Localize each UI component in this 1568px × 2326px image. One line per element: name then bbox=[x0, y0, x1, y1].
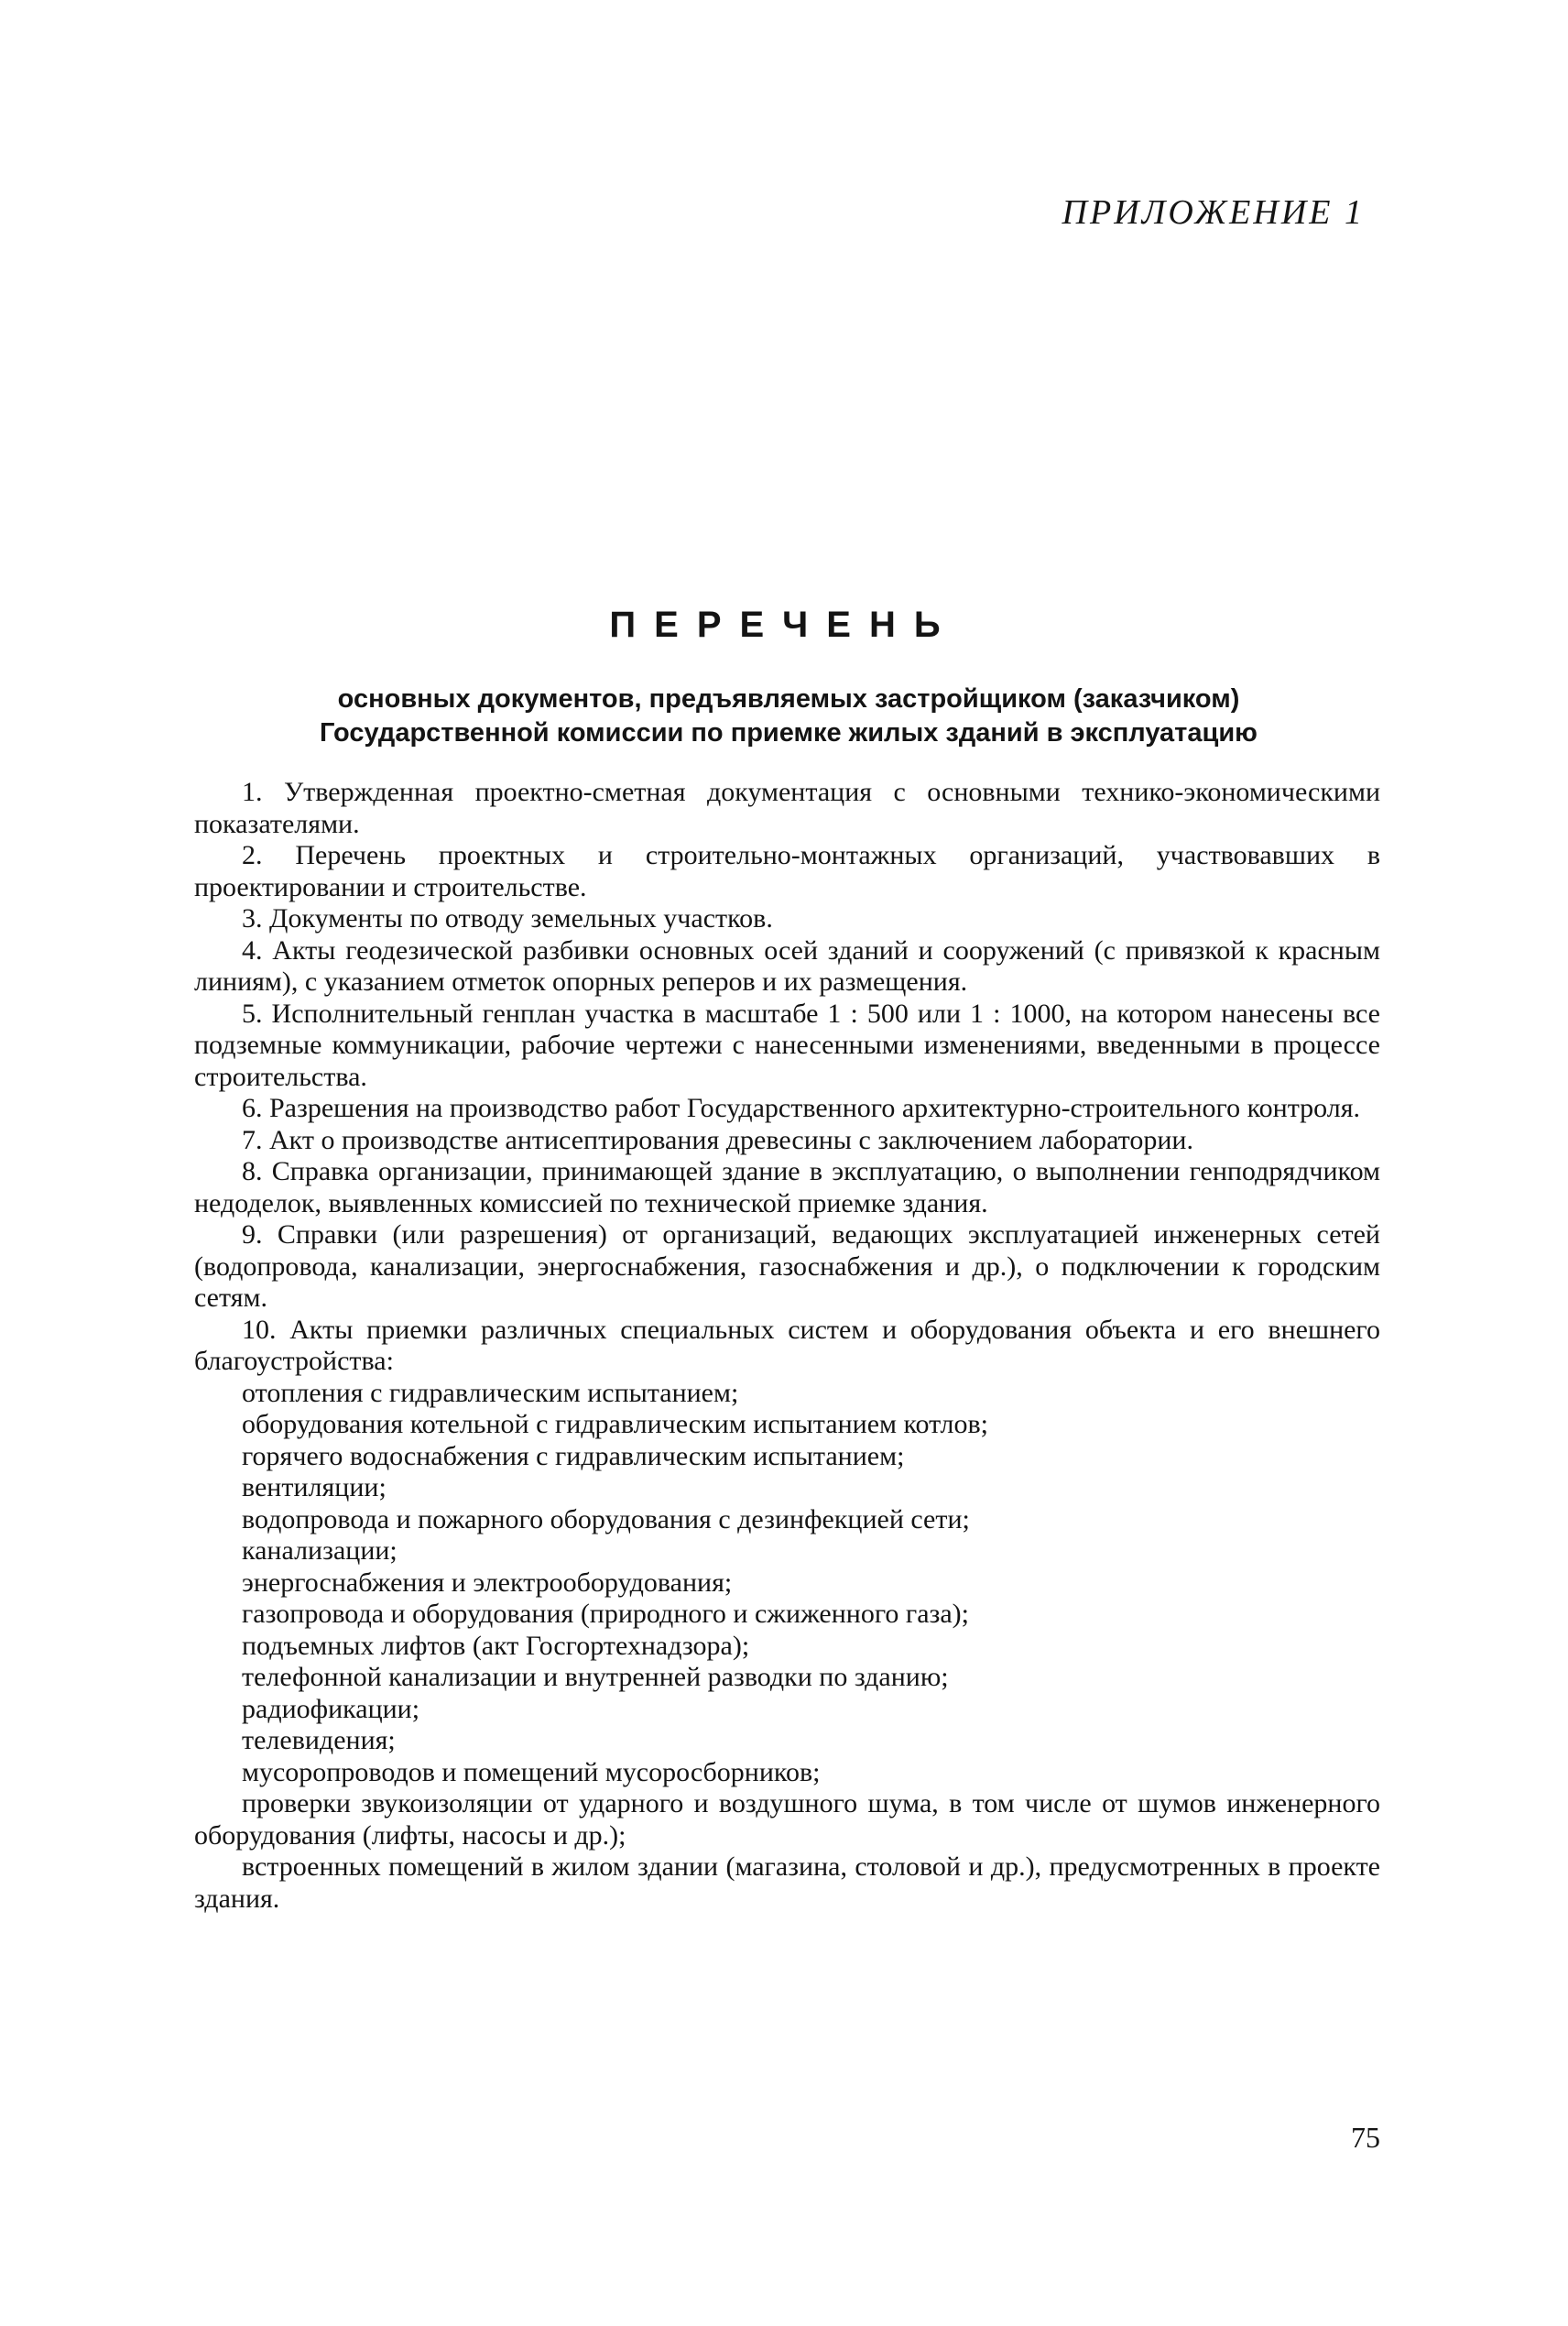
sub-item-heating: отопления с гидравлическим испытанием; bbox=[242, 1377, 739, 1408]
sub-item-ventilation: вентиляции; bbox=[242, 1472, 387, 1502]
sub-item-television: телевидения; bbox=[242, 1725, 396, 1755]
list-item-2: 2. Перечень проектных и строительно-монтажных организаций, участвовавших в проектировании и строительстве. bbox=[194, 840, 1380, 902]
document-subtitle bbox=[192, 683, 1385, 750]
list-item-7: 7. Акт о производстве антисептирования древесины с заключением лаборатории. bbox=[242, 1124, 1193, 1155]
sub-item-garbage-chutes: мусоропроводов и помещений мусоросборников; bbox=[242, 1756, 821, 1787]
document-title: ПЕРЕЧЕНЬ bbox=[609, 605, 959, 645]
subtitle-line-2: Государственной комиссии по приемке жилых зданий в эксплуатацию bbox=[320, 718, 1258, 748]
list-item-3: 3. Документы по отводу земельных участков. bbox=[242, 903, 773, 934]
sub-item-sewerage: канализации; bbox=[242, 1535, 397, 1566]
list-item-4: 4. Акты геодезической разбивки основных осей зданий и сооружений (с привязкой к красным линиям), с указанием отметок опорных реперов и их размещения. bbox=[194, 934, 1380, 997]
sub-item-hot-water: горячего водоснабжения с гидравлическим испытанием; bbox=[242, 1440, 905, 1471]
document-list bbox=[194, 777, 1380, 1915]
list-item-10: 10. Акты приемки различных специальных систем и оборудования объекта и его внешнего благоустройства: bbox=[194, 1314, 1380, 1376]
sub-item-radio: радиофикации; bbox=[242, 1693, 420, 1724]
list-item-8: 8. Справка организации, принимающей здание в эксплуатацию, о выполнении генподрядчиком недоделок, выявленных комиссией по технической приемке здания. bbox=[194, 1156, 1380, 1218]
sub-item-boiler-room: оборудования котельной с гидравлическим испытанием котлов; bbox=[242, 1409, 988, 1439]
list-item-6: 6. Разрешения на производство работ Государственного архитектурно-строительного контроля. bbox=[242, 1093, 1361, 1123]
appendix-label: ПРИЛОЖЕНИЕ 1 bbox=[1062, 193, 1365, 232]
page-number: 75 bbox=[1351, 2121, 1380, 2154]
subtitle-line-1: основных документов, предъявляемых застройщиком (заказчиком) bbox=[337, 684, 1240, 714]
sub-item-built-in-premises: встроенных помещений в жилом здании (магазина, столовой и др.), предусмотренных в проекте здания. bbox=[194, 1851, 1380, 1914]
sub-item-power-supply: энергоснабжения и электрооборудования; bbox=[242, 1567, 733, 1598]
sub-item-sound-insulation: проверки звукоизоляции от ударного и воздушного шума, в том числе от шумов инженерного оборудования (лифты, насосы и др.); bbox=[194, 1788, 1380, 1851]
list-item-1: 1. Утвержденная проектно-сметная документация с основными технико-экономическими показателями. bbox=[194, 777, 1380, 839]
list-item-9: 9. Справки (или разрешения) от организаций, ведающих эксплуатацией инженерных сетей (водопровода, канализации, энергоснабжения, газоснабжения и др.), о подключении к городским сетям. bbox=[194, 1219, 1380, 1313]
sub-item-telephone: телефонной канализации и внутренней разводки по зданию; bbox=[242, 1662, 949, 1692]
sub-item-water-supply: водопровода и пожарного оборудования с дезинфекцией сети; bbox=[242, 1503, 970, 1534]
sub-item-gas-pipeline: газопровода и оборудования (природного и сжиженного газа); bbox=[242, 1599, 970, 1629]
list-item-5: 5. Исполнительный генплан участка в масштабе 1 : 500 или 1 : 1000, на котором нанесены все подземные коммуникации, рабочие чертежи с нанесенными изменениями, введенными в процессе строительства. bbox=[194, 998, 1380, 1092]
sub-item-elevators: подъемных лифтов (акт Госгортехнадзора); bbox=[242, 1630, 750, 1661]
